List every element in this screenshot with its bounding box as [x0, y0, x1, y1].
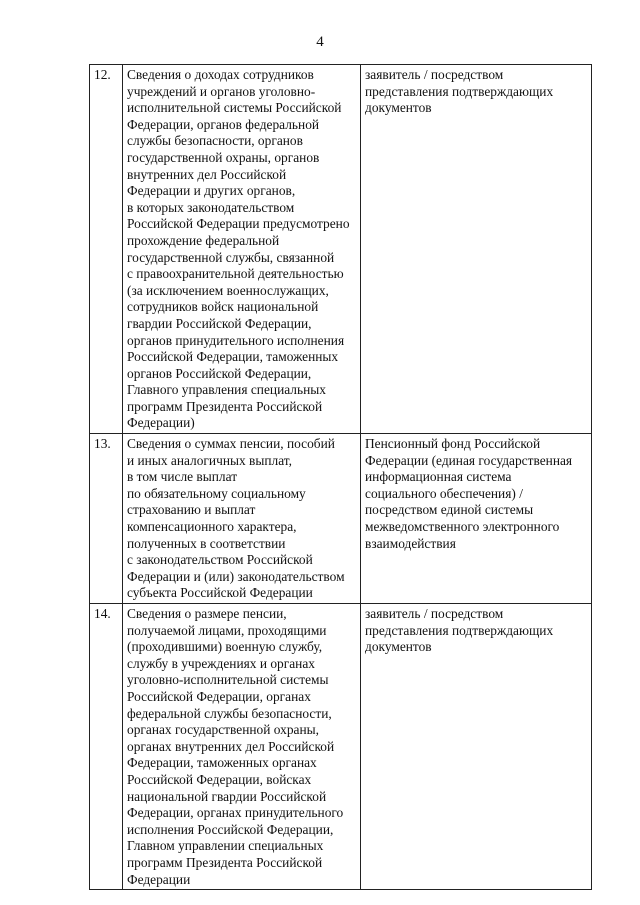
row-description: Сведения о суммах пенсии, пособий и иных аналогичных выплат, в том числе выплат по обязательному социальному страхованию и выплат компенсационного характера, полученных в соответствии с законодательством Российской Федерации и (или) законодательством субъекта Российской Федерации [123, 434, 361, 604]
row-source: заявитель / посредством представления подтверждающих документов [361, 65, 592, 434]
page-number: 4 [316, 34, 324, 50]
row-number: 14. [90, 604, 123, 890]
table-row [90, 604, 592, 890]
row-number: 12. [90, 65, 123, 434]
table-row [90, 65, 592, 434]
table-row [90, 434, 592, 604]
documents-table [89, 64, 592, 890]
row-description: Сведения о размере пенсии, получаемой лицами, проходящими (проходившими) военную службу, службу в учреждениях и органах уголовно-исполнительной системы Российской Федерации, органах федеральной службы безопасности, органах государственной охраны, органах внутренних дел Российской Федерации, таможенных органах Российской Федерации, войсках национальной гвардии Российской Федерации, органах принудительного исполнения Российской Федерации, Главном управлении специальных программ Президента Российской Федерации [123, 604, 361, 890]
row-number: 13. [90, 434, 123, 604]
row-source: Пенсионный фонд Российской Федерации (единая государственная информационная система социального обеспечения) / посредством единой системы межведомственного электронного взаимодействия [361, 434, 592, 604]
row-source: заявитель / посредством представления подтверждающих документов [361, 604, 592, 890]
row-description: Сведения о доходах сотрудников учреждений и органов уголовно- исполнительной системы Российской Федерации, органов федеральной службы безопасности, органов государственной охраны, органов внутренних дел Российской Федерации и других органов, в которых законодательством Российской Федерации предусмотрено прохождение федеральной государственной службы, связанной с правоохранительной деятельностью (за исключением военнослужащих, сотрудников войск национальной гвардии Российской Федерации, органов принудительного исполнения Российской Федерации, таможенных органов Российской Федерации, Главного управления специальных программ Президента Российской Федерации) [123, 65, 361, 434]
